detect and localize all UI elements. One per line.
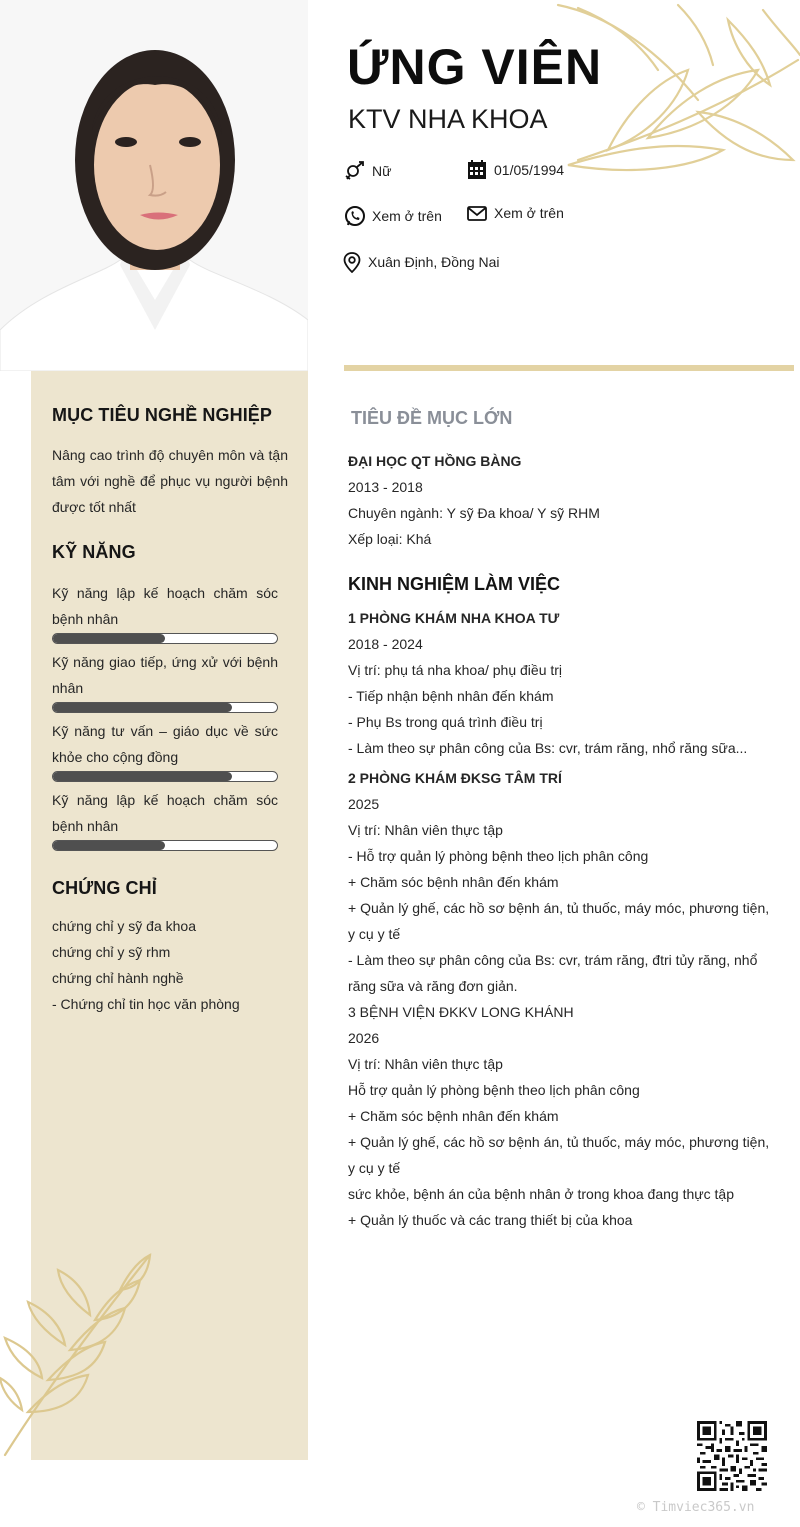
phone-text: Xem ở trên — [372, 208, 442, 224]
job-years: 2026 — [348, 1030, 380, 1046]
skills-section — [52, 542, 288, 563]
education-title: TIÊU ĐỀ MỤC LỚN — [351, 408, 513, 428]
job-line: + Quản lý ghế, các hồ sơ bệnh án, tủ thuốc, máy móc, phương tiện, y cụ y tế — [348, 1134, 770, 1176]
candidate-photo — [0, 0, 308, 371]
skill-bar-fill — [53, 703, 232, 712]
skill-bar — [52, 840, 278, 851]
skill-bar — [52, 771, 278, 782]
job-entry — [348, 765, 778, 999]
job-line: - Tiếp nhận bệnh nhân đến khám — [348, 688, 554, 704]
phone-info — [344, 205, 442, 227]
certificates-title: CHỨNG CHỈ — [52, 878, 157, 898]
leaf-decoration-top — [548, 0, 800, 205]
job-years: 2018 - 2024 — [348, 636, 423, 652]
whatsapp-phone-icon — [344, 205, 366, 227]
skill-label: Kỹ năng giao tiếp, ứng xử với bệnh nhân — [52, 654, 278, 696]
job-line: + Chăm sóc bệnh nhân đến khám — [348, 1108, 559, 1124]
job-line: Vị trí: Nhân viên thực tập — [348, 822, 503, 838]
job-line: + Quản lý thuốc và các trang thiết bị của khoa — [348, 1212, 633, 1228]
job-years: 2025 — [348, 796, 380, 812]
certificate-item: - Chứng chỉ tin học văn phòng — [52, 996, 240, 1012]
certificate-item: chứng chỉ hành nghề — [52, 970, 184, 986]
email-info — [466, 202, 564, 224]
skill-item — [52, 718, 278, 782]
skill-bar-fill — [53, 841, 165, 850]
skill-label: Kỹ năng lập kế hoạch chăm sóc bệnh nhân — [52, 792, 278, 834]
job-entry — [348, 999, 778, 1233]
certificate-item: chứng chỉ y sỹ đa khoa — [52, 918, 197, 934]
main-content — [348, 448, 778, 1233]
job-company: 3 BỆNH VIỆN ĐKKV LONG KHÁNH — [348, 1004, 574, 1020]
gender-text: Nữ — [372, 163, 392, 179]
certificates-section — [52, 878, 288, 899]
objective-text: Nâng cao trình độ chuyên môn và tận tâm với nghề để phục vụ người bệnh được tốt nhất — [52, 447, 288, 515]
job-line: - Phụ Bs trong quá trình điều trị — [348, 714, 543, 730]
header-divider — [344, 365, 794, 371]
birthdate-text: 01/05/1994 — [494, 162, 565, 178]
job-line: - Làm theo sự phân công của Bs: cvr, trám răng, đtri tủy răng, nhổ răng sữa và răng đơn giản. — [348, 952, 758, 994]
job-line: + Quản lý ghế, các hồ sơ bệnh án, tủ thuốc, máy móc, phương tiện, y cụ y tế — [348, 900, 770, 942]
location-pin-icon — [342, 251, 362, 273]
objective-title: MỤC TIÊU NGHỀ NGHIỆP — [52, 405, 273, 425]
email-text: Xem ở trên — [494, 205, 564, 221]
experience-title: KINH NGHIỆM LÀM VIỆC — [348, 574, 561, 594]
qr-code-icon — [697, 1421, 767, 1491]
skill-label: Kỹ năng tư vấn – giáo dục về sức khỏe cho cộng đồng — [52, 723, 278, 765]
job-line: Vị trí: phụ tá nha khoa/ phụ điều trị — [348, 662, 563, 678]
watermark: © Timviec365.vn — [637, 1500, 755, 1515]
birthdate-info — [466, 159, 564, 181]
education-major: Chuyên ngành: Y sỹ Đa khoa/ Y sỹ RHM — [348, 505, 600, 521]
skill-bar — [52, 633, 278, 644]
skill-item — [52, 580, 278, 644]
job-line: + Chăm sóc bệnh nhân đến khám — [348, 874, 559, 890]
job-company: 2 PHÒNG KHÁM ĐKSG TÂM TRÍ — [348, 770, 562, 786]
skill-label: Kỹ năng lập kế hoạch chăm sóc bệnh nhân — [52, 585, 278, 627]
education-section-header — [351, 408, 512, 429]
certificates-list — [52, 913, 288, 1017]
address-text: Xuân Định, Đồng Nai — [368, 254, 500, 270]
skill-item — [52, 649, 278, 713]
objective-block — [52, 442, 288, 520]
education-grade: Xếp loại: Khá — [348, 531, 432, 547]
gender-info — [344, 160, 391, 182]
skill-bar-fill — [53, 772, 232, 781]
job-line: Hỗ trợ quản lý phòng bệnh theo lịch phân công — [348, 1082, 640, 1098]
job-entry — [348, 605, 778, 761]
certificate-item: chứng chỉ y sỹ rhm — [52, 944, 171, 960]
skills-title: KỸ NĂNG — [52, 542, 136, 562]
job-company: 1 PHÒNG KHÁM NHA KHOA TƯ — [348, 610, 560, 626]
candidate-name: ỨNG VIÊN — [347, 39, 603, 95]
gender-icon — [344, 160, 366, 182]
job-line: - Làm theo sự phân công của Bs: cvr, trám răng, nhổ răng sữa... — [348, 740, 748, 756]
job-line: Vị trí: Nhân viên thực tập — [348, 1056, 503, 1072]
skill-bar — [52, 702, 278, 713]
leaf-decoration-bottom — [0, 1250, 160, 1460]
address-info — [342, 251, 500, 273]
skill-bar-fill — [53, 634, 165, 643]
email-icon — [466, 202, 488, 224]
education-years: 2013 - 2018 — [348, 479, 423, 495]
calendar-icon — [466, 159, 488, 181]
objective-section — [52, 405, 288, 426]
job-line: sức khỏe, bệnh án của bệnh nhân ở trong khoa đang thực tập — [348, 1186, 734, 1202]
school-name: ĐẠI HỌC QT HỒNG BÀNG — [348, 453, 522, 469]
skill-item — [52, 787, 278, 851]
job-title: KTV NHA KHOA — [348, 104, 548, 134]
job-line: - Hỗ trợ quản lý phòng bệnh theo lịch phân công — [348, 848, 649, 864]
